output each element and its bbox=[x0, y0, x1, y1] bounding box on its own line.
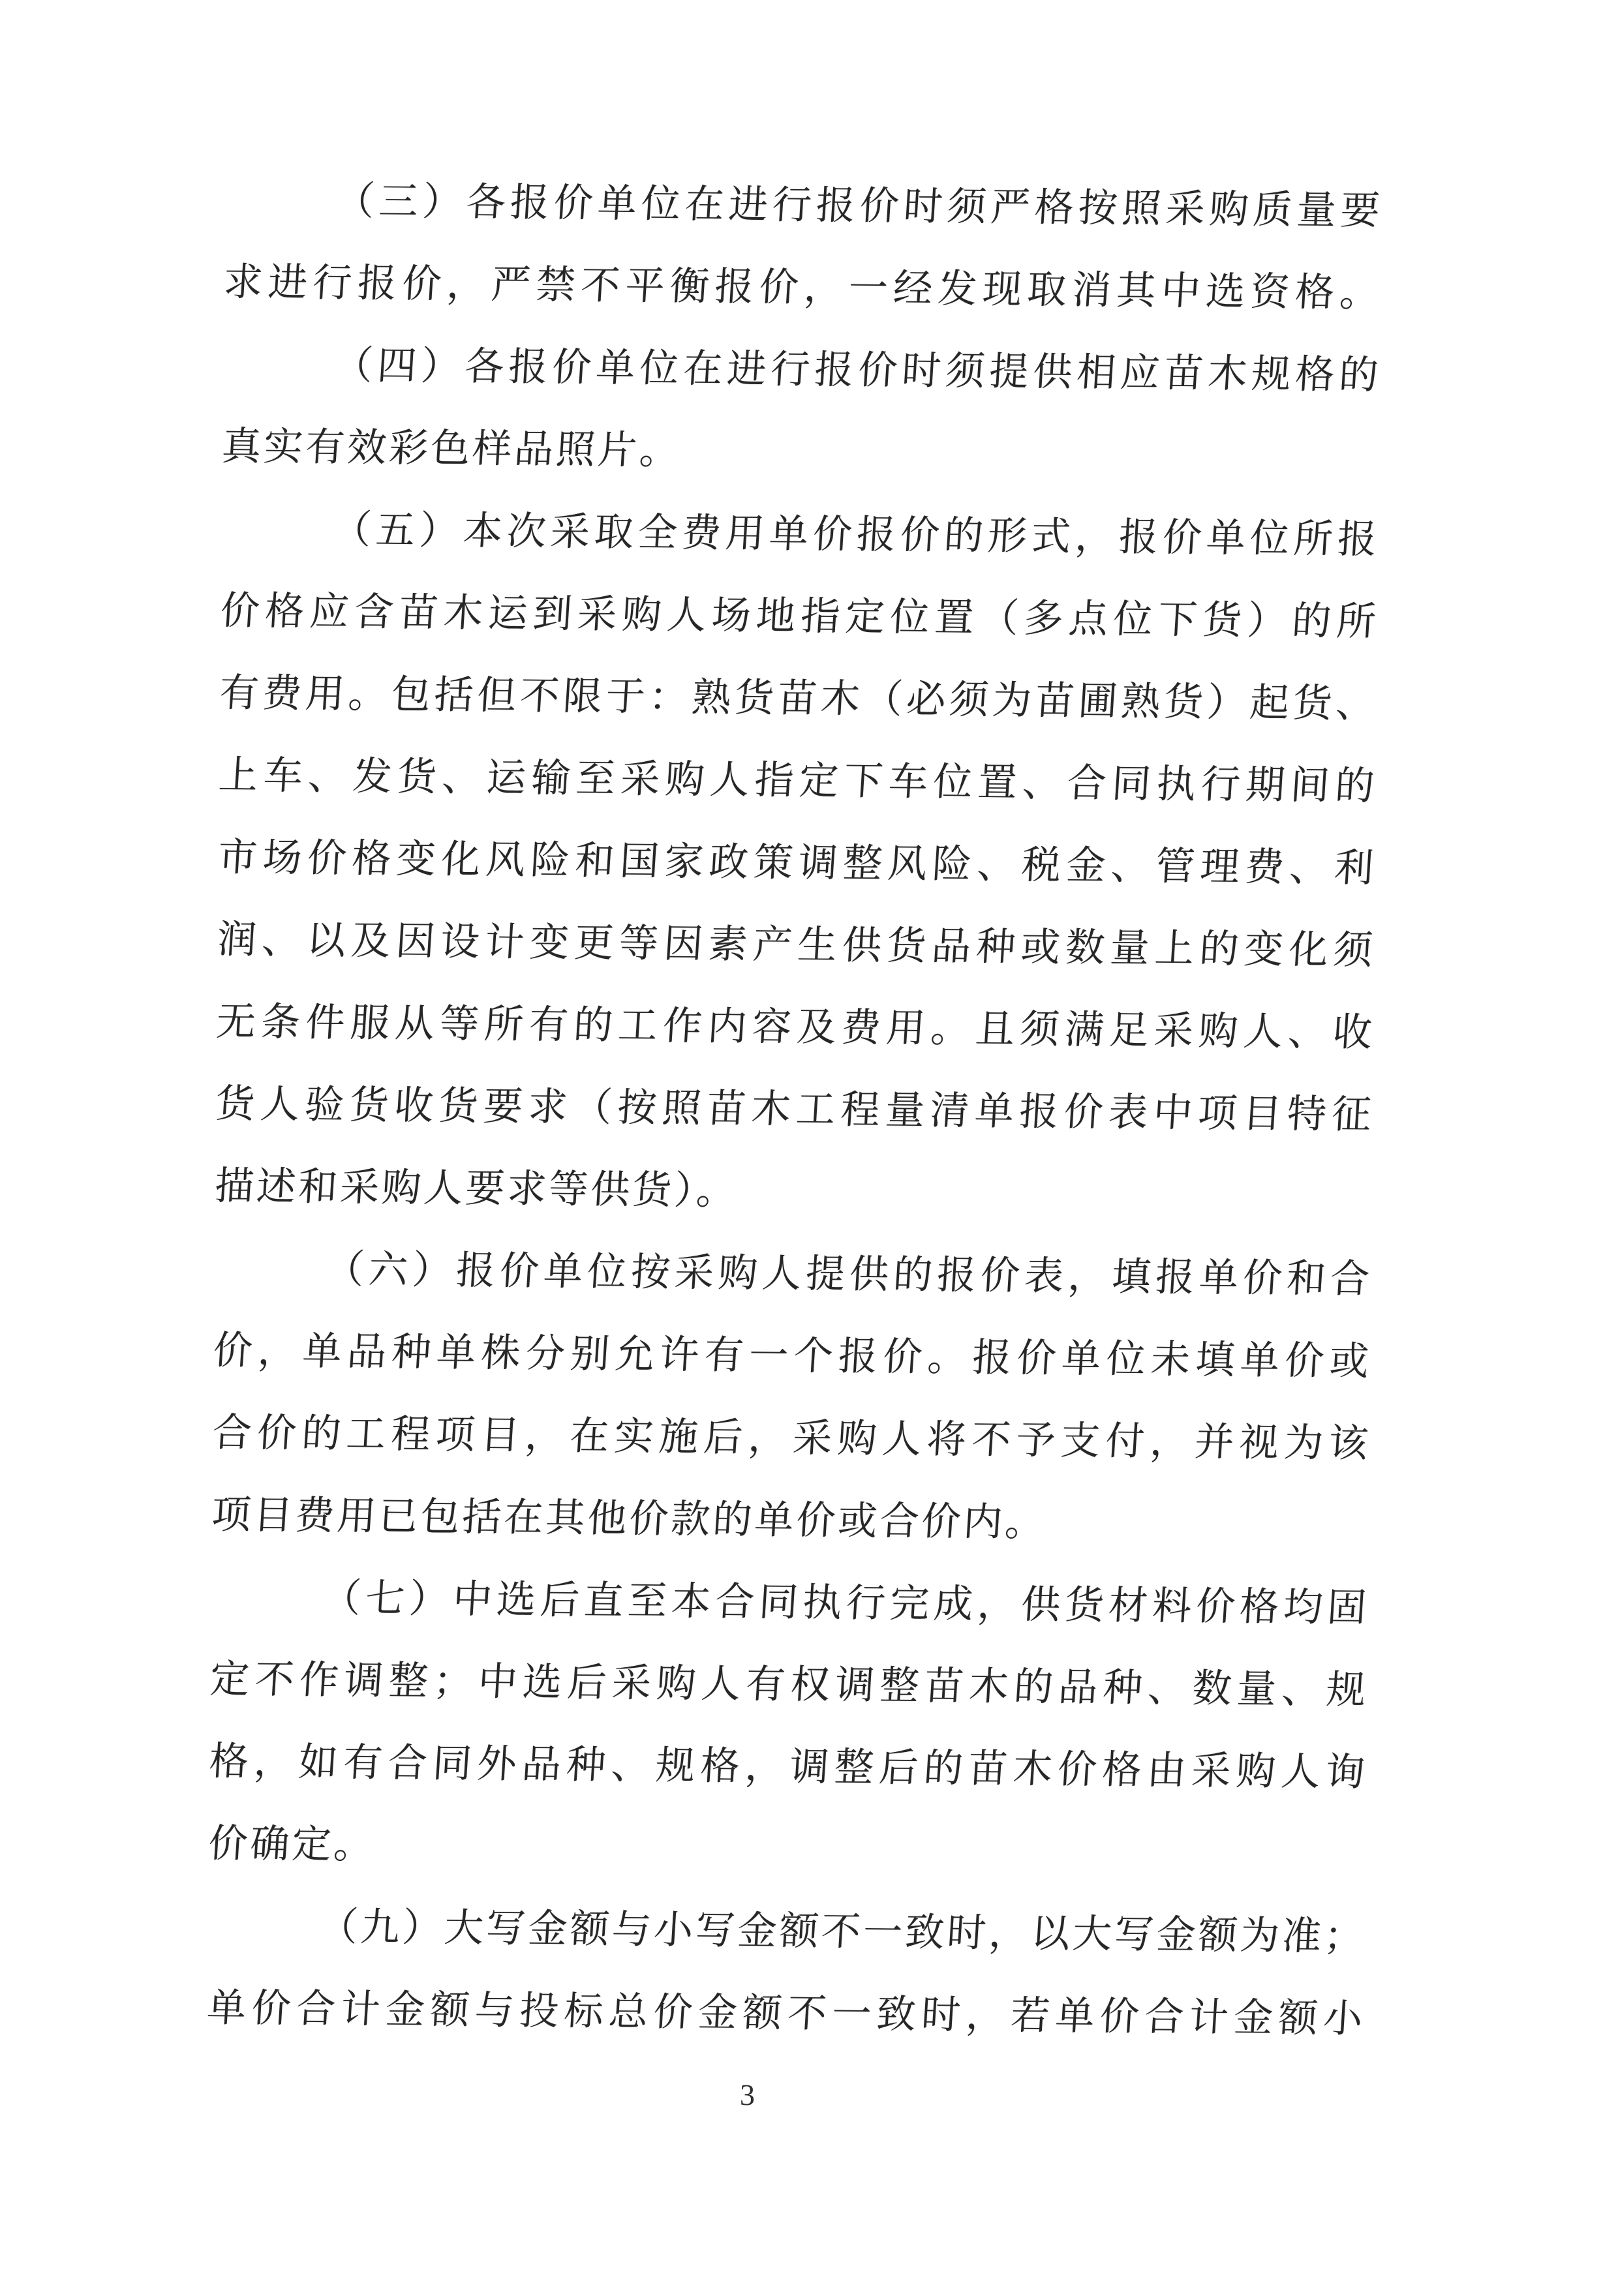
text-line: 求进行报价，严禁不平衡报价，一经发现取消其中选资格。 bbox=[222, 260, 1383, 315]
text-line: 市场价格变化风险和国家政策调整风险、税金、管理费、利 bbox=[217, 836, 1378, 890]
text-line: 价确定。 bbox=[207, 1822, 377, 1867]
text-line: 描述和采购人要求等供货）。 bbox=[213, 1164, 740, 1213]
text-line: （三）各报价单位在进行报价时须严格按照采购质量要 bbox=[333, 179, 1384, 233]
text-line: 货人验货收货要求（按照苗木工程量清单报价表中项目特征 bbox=[214, 1082, 1375, 1137]
text-line: 价，单品种单株分别允许有一个报价。报价单位未填单价或 bbox=[211, 1329, 1373, 1383]
text-line: 格，如有合同外品种、规格，调整后的苗木价格由采购人询 bbox=[207, 1740, 1369, 1794]
text-line: 有费用。包括但不限于：熟货苗木（必须为苗圃熟货）起货、 bbox=[218, 671, 1379, 726]
text-line: 项目费用已包括在其他价款的单价或合价内。 bbox=[210, 1493, 1048, 1545]
text-line: 单价合计金额与投标总价金额不一致时，若单价合计金额小 bbox=[206, 1986, 1367, 2041]
text-line: 价格应含苗木运到采购人场地指定位置（多点位下货）的所 bbox=[219, 589, 1380, 644]
text-line: （五）本次采取全费用单价报价的形式，报价单位所报 bbox=[330, 507, 1381, 562]
text-line: （七）中选后直至本合同执行完成，供货材料价格均固 bbox=[320, 1576, 1371, 1630]
text-line: （四）各报价单位在进行报价时须提供相应苗木规格的 bbox=[332, 343, 1382, 397]
text-line: 真实有效彩色样品照片。 bbox=[221, 425, 683, 473]
text-line: 合价的工程项目，在实施后，采购人将不予支付，并视为该 bbox=[211, 1411, 1372, 1466]
text-line: 无条件服从等所有的工作内容及费用。且须满足采购人、收 bbox=[215, 1000, 1376, 1055]
text-line: 定不作调整；中选后采购人有权调整苗木的品种、数量、规 bbox=[209, 1657, 1370, 1712]
body-text bbox=[207, 159, 1383, 2060]
page-number: 3 bbox=[739, 2078, 756, 2112]
text-line: （六）报价单位按采购人提供的报价表，填报单价和合 bbox=[324, 1247, 1374, 1301]
text-line: 上车、发货、运输至采购人指定下车位置、合同执行期间的 bbox=[217, 753, 1379, 808]
text-line: 润、以及因设计变更等因素产生供货品种或数量上的变化须 bbox=[215, 918, 1377, 973]
text-line: （九）大写金额与小写金额不一致时，以大写金额为准； bbox=[317, 1905, 1367, 1959]
